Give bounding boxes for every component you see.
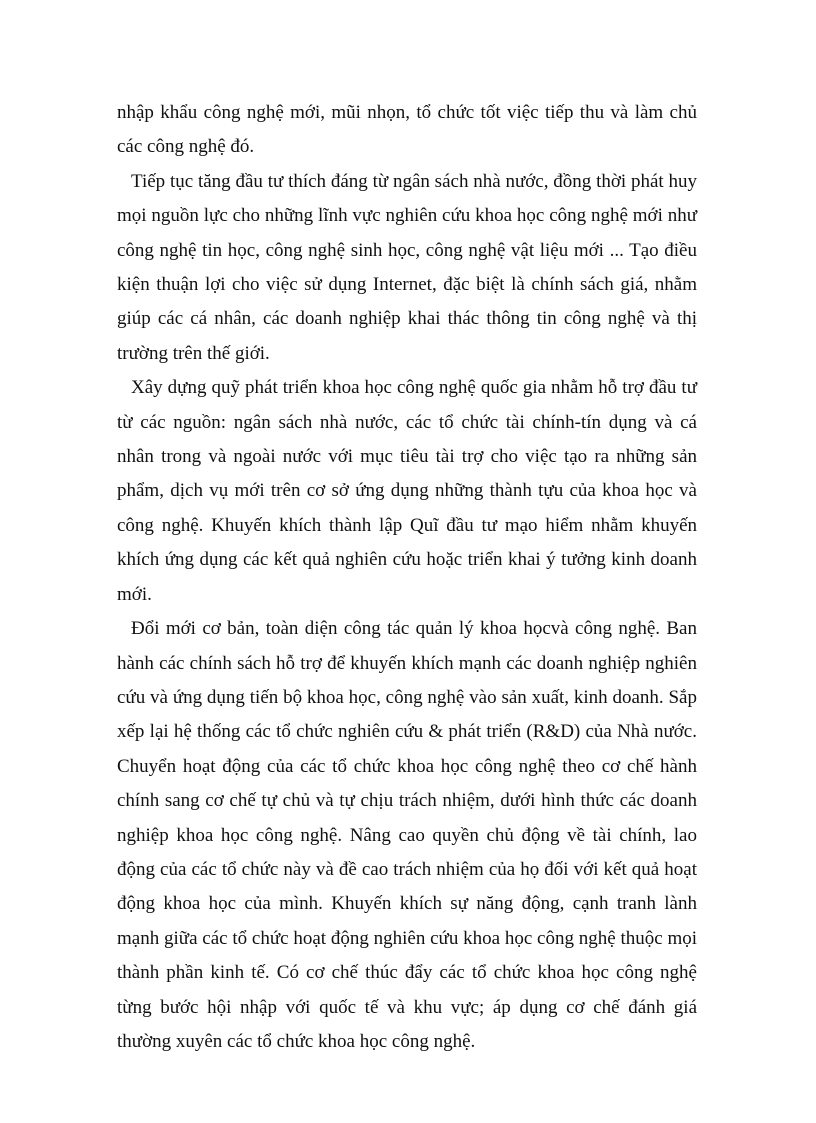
paragraph-science-fund: Xây dựng quỹ phát triển khoa học công nghệ quốc gia nhằm hỗ trợ đầu tư từ các nguồn: ngân sách nhà nước, các tổ chức tài chính-tín dụng và cá nhân trong và ngoài nước với mục tiêu tài trợ cho việc tạo ra những sản phẩm, dịch vụ mới trên cơ sở ứng dụng những thành tựu của khoa học và công nghệ. Khuyến khích thành lập Quĩ đầu tư mạo hiểm nhằm khuyến khích ứng dụng các kết quả nghiên cứu hoặc triển khai ý tưởng kinh doanh mới.	[117, 377, 697, 605]
paragraph-investment: Tiếp tục tăng đầu tư thích đáng từ ngân sách nhà nước, đồng thời phát huy mọi nguồn lực cho những lĩnh vực nghiên cứu khoa học công nghệ mới như công nghệ tin học, công nghệ sinh học, công nghệ vật liệu mới ... Tạo điều kiện thuận lợi cho việc sử dụng Internet, đặc biệt là chính sách giá, nhằm giúp các cá nhân, các doanh nghiệp khai thác thông tin công nghệ và thị trường trên thế giới.	[117, 170, 697, 364]
paragraph-management-reform: Đổi mới cơ bản, toàn diện công tác quản lý khoa họcvà công nghệ. Ban hành các chính sách hỗ trợ để khuyến khích mạnh các doanh nghiệp nghiên cứu và ứng dụng tiến bộ khoa học, công nghệ vào sản xuất, kinh doanh. Sắp xếp lại hệ thống các tổ chức nghiên cứu & phát triển (R&D) của Nhà nước. Chuyển hoạt động của các tổ chức khoa học công nghệ theo cơ chế hành chính sang cơ chế tự chủ và tự chịu trách nhiệm, dưới hình thức các doanh nghiệp khoa học công nghệ. Nâng cao quyền chủ động về tài chính, lao động của các tổ chức này và đề cao trách nhiệm của họ đối với kết quả hoạt động khoa học của mình. Khuyến khích sự năng động, cạnh tranh lành mạnh giữa các tổ chức hoạt động nghiên cứu khoa học công nghệ thuộc mọi thành phần kinh tế. Có cơ chế thúc đẩy các tổ chức khoa học công nghệ từng bước hội nhập với quốc tế và khu vực; áp dụng cơ chế đánh giá thường xuyên các tổ chức khoa học công nghệ.	[117, 618, 697, 1052]
document-page	[117, 96, 697, 1059]
paragraph-continuation: nhập khẩu công nghệ mới, mũi nhọn, tổ chức tốt việc tiếp thu và làm chủ các công nghệ đó.	[117, 102, 697, 158]
